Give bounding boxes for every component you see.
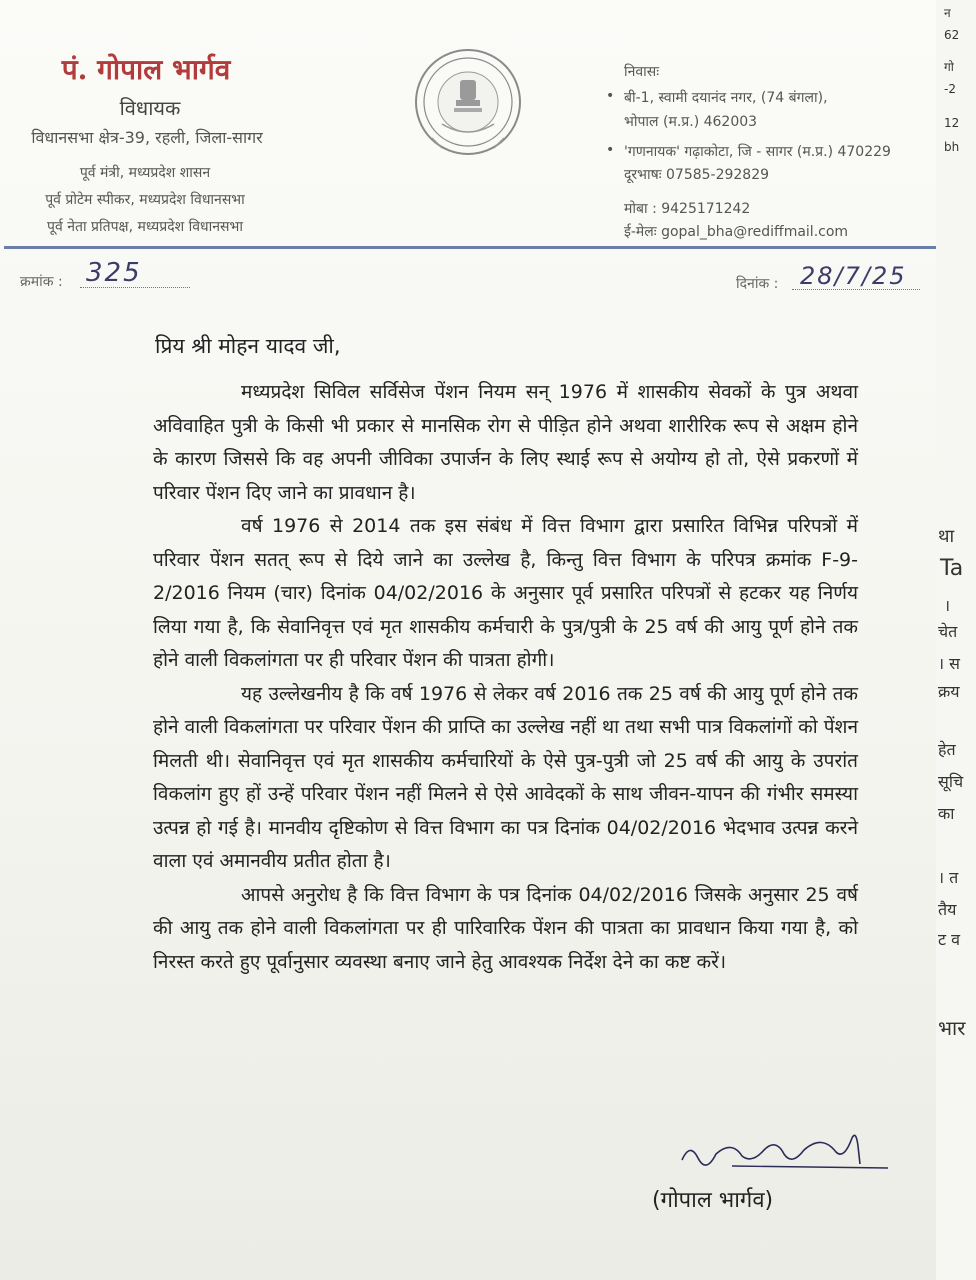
date-label: दिनांक : (736, 276, 779, 292)
signatory-name: (गोपाल भार्गव) (652, 1188, 774, 1213)
assembly-emblem (412, 44, 524, 164)
address1-line1: बी-1, स्वामी दयानंद नगर, (74 बंगला), (624, 90, 828, 106)
paragraph: आपसे अनुरोध है कि वित्त विभाग के पत्र दिनांक 04/02/2016 जिसके अनुसार 25 वर्ष की आयु तक होने वाली विकलांगता पर ही पारिवारिक पेंशन की पात्रता का प्रावधान किया गया है, को निरस्त करते हुए पूर्वानुसार व्यवस्था बनाए जाने हेतु आवश्यक निर्देश देने का कष्ट करें। (153, 883, 858, 973)
edge-fragment: न (944, 6, 951, 20)
edge-fragment: Ta (940, 556, 964, 581)
edge-fragment: तैय (938, 900, 957, 919)
paragraph: वर्ष 1976 से 2014 तक इस संबंध में वित्त विभाग द्वारा प्रसारित विभिन्न परिपत्रों में परिवार पेंशन सतत् रूप से दिये जाने का उल्लेख है, किन्तु वित्त विभाग के परिपत्र क्रमांक F-9-2/2016 नियम (चार) दिनांक 04/02/2016 के अनुसार पूर्व प्रसारित परिपत्रों से हटकर यह निर्णय लिया गया है, कि सेवानिवृत्त एवं मृत शासकीय कर्मचारी के पुत्र/पुत्री के 25 वर्ष की आयु पूर्ण होने तक होने वाली विकलांगता पर ही परिवार पेंशन की पात्रता होगी। (153, 515, 858, 671)
edge-fragment: 12 (944, 116, 960, 130)
letter-date: 28/7/25 (800, 262, 907, 290)
edge-fragment: bh (944, 140, 960, 154)
adjacent-page-edge (936, 0, 976, 1280)
phone: दूरभाषः 07585-292829 (624, 167, 770, 183)
sender-name: पं. गोपाल भार्गव (61, 53, 231, 86)
address2-line1: 'गणनायक' गढ़ाकोटा, जि - सागर (म.प्र.) 470229 (624, 144, 891, 160)
paragraph: मध्यप्रदेश सिविल सर्विसेज पेंशन नियम सन् 1976 में शासकीय सेवकों के पुत्र अथवा अविवाहित पुत्री के किसी भी प्रकार से मानसिक रोग से पीड़ित होने अथवा शारीरिक रूप से अक्षम होने के कारण जिससे कि वह अपनी जीविका उपार्जन के लिए स्थाई रूप से अयोग्य हो तो, ऐसे प्रकरणों में परिवार पेंशन दिए जाने का प्रावधान है। (153, 381, 858, 504)
bullet-icon: • (606, 142, 615, 158)
paragraph: यह उल्लेखनीय है कि वर्ष 1976 से लेकर वर्ष 2016 तक 25 वर्ष की आयु पूर्ण होने तक होने वाली विकलांगता पर परिवार पेंशन की प्राप्ति का उल्लेख नहीं था तथा सभी पात्र विकलांगों को पेंशन मिलती थी। सेवानिवृत्त एवं मृत शासकीय कर्मचारियों के ऐसे पुत्र-पुत्री जो 25 वर्ष की आयु के उपरांत विकलांग हुए हों उन्हें परिवार पेंशन नहीं मिलने से ऐसे आवेदकों के साथ जीवन-यापन की गंभीर समस्या उत्पन्न हो गई है। मानवीय दृष्टिकोण से वित्त विभाग का पत्र दिनांक 04/02/2016 भेदभाव उत्पन्न करने वाला एवं अमानवीय प्रतीत होता है। (153, 682, 858, 872)
former-role: पूर्व नेता प्रतिपक्ष, मध्यप्रदेश विधानसभा (47, 219, 243, 235)
edge-fragment: का (938, 804, 955, 823)
edge-fragment: -2 (944, 82, 956, 96)
header-divider (4, 246, 940, 249)
bullet-icon: • (606, 88, 615, 104)
address1-line2: भोपाल (म.प्र.) 462003 (624, 114, 758, 130)
edge-fragment: चेत (938, 622, 958, 641)
edge-fragment: । (944, 596, 951, 615)
reference-number: 325 (86, 258, 142, 288)
letter-body (153, 376, 858, 979)
email: ई-मेलः gopal_bha@rediffmail.com (624, 224, 849, 240)
edge-fragment: । स (938, 654, 960, 673)
former-role: पूर्व प्रोटेम स्पीकर, मध्यप्रदेश विधानसभा (45, 192, 245, 208)
salutation: प्रिय श्री मोहन यादव जी, (155, 334, 341, 358)
edge-fragment: भार (938, 1016, 966, 1040)
reference-label: क्रमांक : (20, 274, 63, 290)
mobile: मोबा : 9425171242 (624, 201, 751, 217)
edge-fragment: था (938, 526, 955, 547)
edge-fragment: हेत (938, 740, 956, 759)
residence-label: निवासः (624, 64, 660, 80)
edge-fragment: क्रय (938, 682, 960, 701)
former-role: पूर्व मंत्री, मध्यप्रदेश शासन (79, 165, 211, 181)
sender-designation: विधायक (119, 96, 181, 120)
sender-constituency: विधानसभा क्षेत्र-39, रहली, जिला-सागर (31, 128, 263, 147)
edge-fragment: 62 (944, 28, 960, 42)
edge-fragment: ट व (938, 930, 961, 949)
edge-fragment: । त (938, 868, 959, 887)
edge-fragment: सूचि (938, 772, 964, 791)
edge-fragment: गो (944, 60, 954, 74)
signature (672, 1120, 892, 1180)
